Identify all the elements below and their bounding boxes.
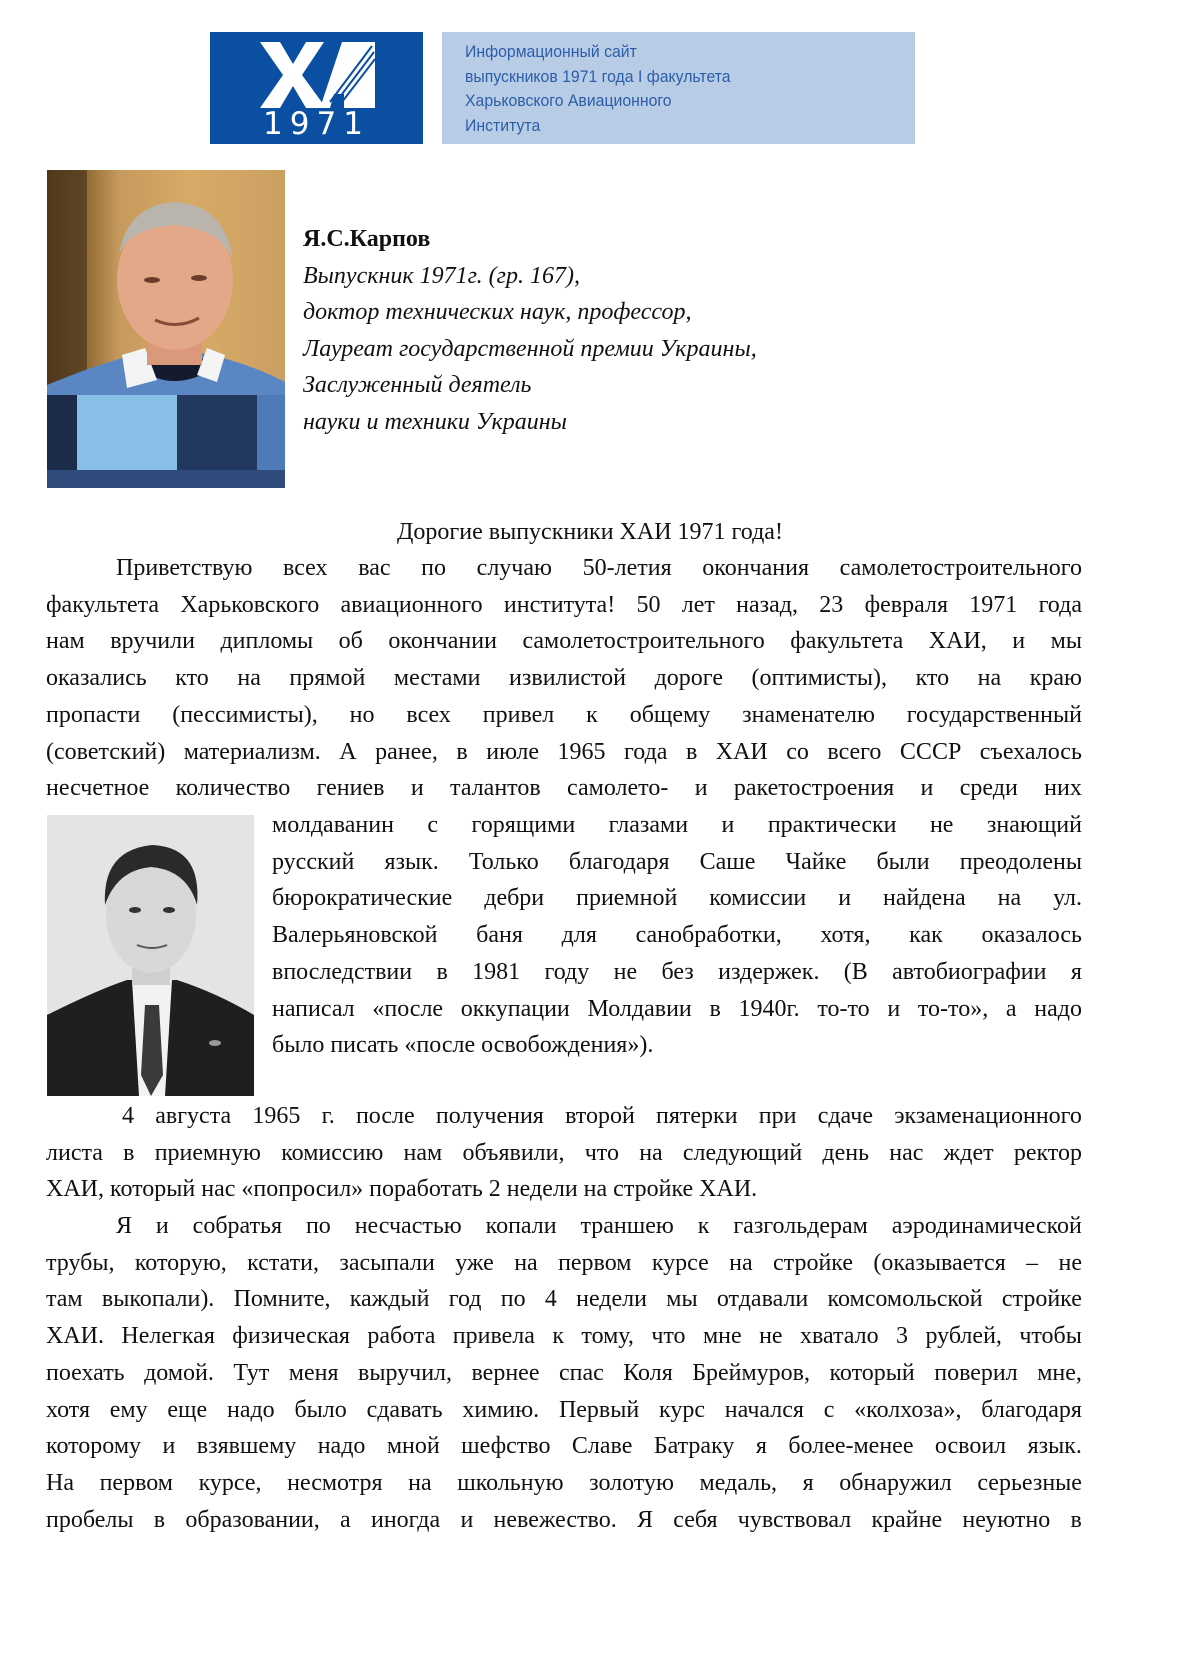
info-line: выпускников 1971 года I факультета <box>465 66 731 86</box>
logo-year: 1971 <box>263 106 370 142</box>
site-logo[interactable] <box>210 32 423 144</box>
student-portrait-illustration <box>47 815 254 1096</box>
text-line: На первом курсе, несмотря на школьную золотую медаль, я обнаружил серьезные <box>46 1469 1082 1496</box>
text-line: там выкопали). Помните, каждый год по 4 недели мы отдавали комсомольской стройке <box>46 1286 1082 1313</box>
text-line: оказались кто на прямой местами извилистой дороге (оптимисты), кто на краю <box>46 665 1082 692</box>
paragraph-3 <box>46 1208 1082 1538</box>
text-line: пробелы в образовании, а иногда и невежество. Я себя чувствовал крайне неуютно в <box>46 1506 1082 1533</box>
author-title-line: Выпускник 1971г. (гр. 167), <box>303 262 580 289</box>
text-line: факультета Харьковского авиационного института! 50 лет назад, 23 февраля 1971 года <box>46 591 1082 618</box>
paragraph-1-wrap <box>272 807 1082 1064</box>
author-portrait <box>47 170 285 488</box>
greeting-heading: Дорогие выпускники ХАИ 1971 года! <box>397 519 783 545</box>
text-line: бюрократические дебри приемной комиссии и найдена на ул. <box>272 885 1082 912</box>
author-portrait-illustration <box>47 170 285 488</box>
text-line: пропасти (пессимисты), но всех привел к общему знаменателю государственный <box>46 701 1082 728</box>
text-line: ХАИ. Нелегкая физическая работа привела к тому, что мне не хватало 3 рублей, чтобы <box>46 1323 1082 1350</box>
text-line: которому и взявшему надо мной шефство Славе Батраку я более-менее освоил язык. <box>46 1433 1082 1460</box>
text-line: Приветствую всех вас по случаю 50-летия окончания самолетостроительного <box>116 555 1082 581</box>
text-line: русский язык. Только благодаря Саше Чайке были преодолены <box>272 848 1082 875</box>
text-line: Я и собратья по несчастью копали траншею к газгольдерам аэродинамической <box>116 1213 1082 1239</box>
text-line: несчетное количество гениев и талантов самолето- и ракетостроения и среди них <box>46 775 1082 802</box>
author-name: Я.С.Карпов <box>303 226 431 252</box>
text-line: поехать домой. Тут меня выручил, вернее спас Коля Бреймуров, который поверил мне, <box>46 1359 1082 1386</box>
student-portrait <box>47 815 254 1096</box>
site-info-banner <box>442 32 915 144</box>
xai-logo-icon <box>260 42 375 108</box>
text-line: ХАИ, который нас «попросил» поработать 2 недели на стройке ХАИ. <box>46 1176 758 1203</box>
text-line: хотя ему еще надо было сдавать химию. Первый курс начался с «колхоза», благодаря <box>46 1396 1082 1423</box>
text-line: листа в приемную комиссию нам объявили, что на следующий день нас ждет ректор <box>46 1139 1082 1166</box>
author-title-line: Лауреат государственной премии Украины, <box>303 335 757 362</box>
author-title-line: науки и техники Украины <box>303 408 567 435</box>
author-bio <box>303 221 757 440</box>
info-line: Информационный сайт <box>465 42 637 61</box>
site-info-text <box>465 40 731 138</box>
paragraph-1 <box>46 550 1082 807</box>
text-line: написал «после оккупации Молдавии в 1940г. то-то и то-то», а надо <box>272 995 1082 1022</box>
info-line: Института <box>465 115 541 135</box>
text-line: 4 августа 1965 г. после получения второй пятерки при сдаче экзаменационного <box>122 1103 1082 1129</box>
text-line: нам вручили дипломы об окончании самолетостроительного факультета ХАИ, и мы <box>46 628 1082 655</box>
author-title-line: доктор технических наук, профессор, <box>303 299 692 325</box>
info-line: Харьковского Авиационного <box>465 91 672 111</box>
author-title-line: Заслуженный деятель <box>303 372 532 398</box>
text-line: Валерьяновской баня для санобработки, хотя, как оказалось <box>272 922 1082 949</box>
paragraph-2 <box>46 1098 1082 1208</box>
text-line: впоследствии в 1981 году не без издержек. (В автобиографии я <box>272 958 1082 985</box>
text-line: молдаванин с горящими глазами и практически не знающий <box>272 812 1082 838</box>
text-line: (советский) материализм. А ранее, в июле 1965 года в ХАИ со всего СССР съехалось <box>46 738 1082 765</box>
text-line: трубы, которую, кстати, засыпали уже на первом курсе на стройке (оказывается – не <box>46 1249 1082 1276</box>
text-line: было писать «после освобождения»). <box>272 1032 654 1059</box>
